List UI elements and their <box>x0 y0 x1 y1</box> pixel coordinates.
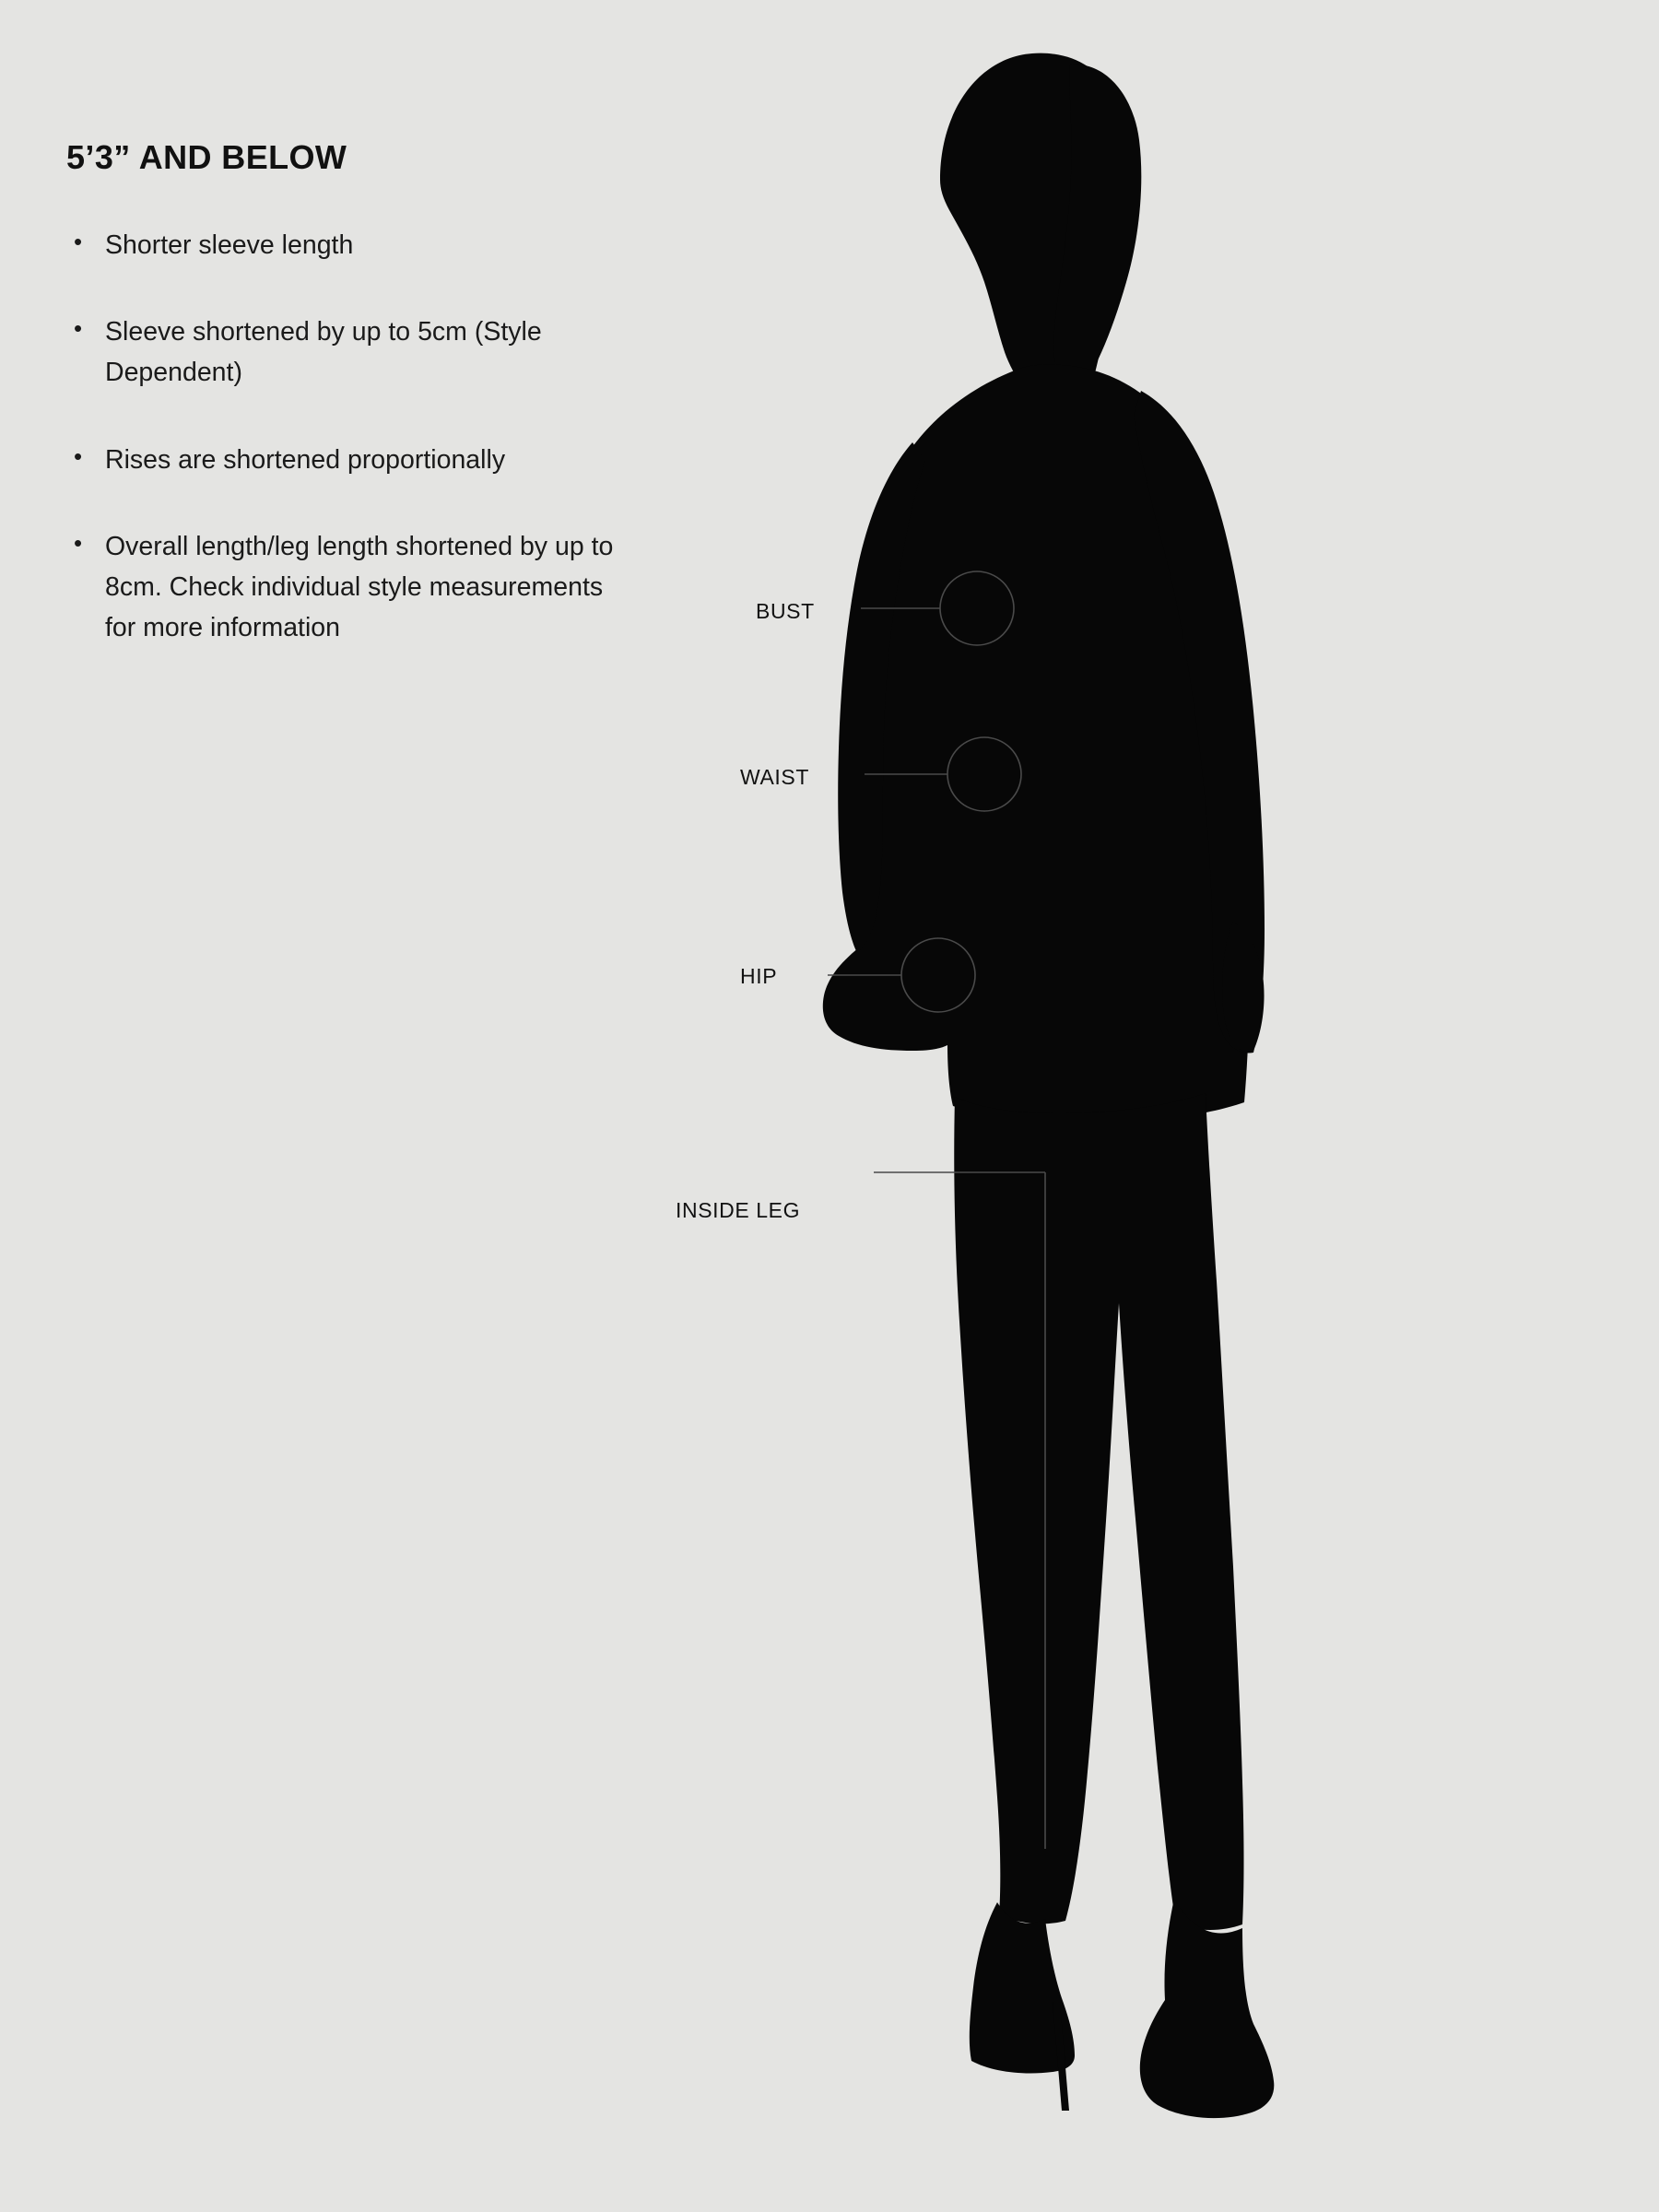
callout-label-waist-text: WAIST <box>740 765 809 789</box>
page-title: 5’3” AND BELOW <box>66 138 347 176</box>
list-item <box>66 225 638 265</box>
info-bullet-list <box>66 225 638 648</box>
bullet-marker-icon: • <box>74 441 83 470</box>
list-item <box>66 440 638 480</box>
bullet-marker-icon: • <box>74 314 83 343</box>
callout-label-bust-text: BUST <box>756 599 815 623</box>
silhouette-svg <box>636 0 1659 2212</box>
list-item <box>66 526 638 649</box>
model-silhouette-figure <box>636 0 1659 2212</box>
list-item-label: Overall length/leg length shortened by up to 8cm. Check individual style measurements for more information <box>105 531 614 643</box>
bullet-marker-icon: • <box>74 228 83 255</box>
info-panel <box>66 138 638 648</box>
bullet-marker-icon: • <box>74 528 83 557</box>
callout-label-inside-leg-text: INSIDE LEG <box>676 1198 801 1222</box>
right-shoe-shape <box>1140 1899 1275 2118</box>
list-item <box>66 312 638 393</box>
list-item-label: Sleeve shortened by up to 5cm (Style Dependent) <box>105 317 542 388</box>
list-item-label: Shorter sleeve length <box>105 230 354 260</box>
callout-label-hip-text: HIP <box>740 964 778 988</box>
trousers-shape <box>954 1093 1243 1930</box>
list-item-label: Rises are shortened proportionally <box>105 444 506 475</box>
